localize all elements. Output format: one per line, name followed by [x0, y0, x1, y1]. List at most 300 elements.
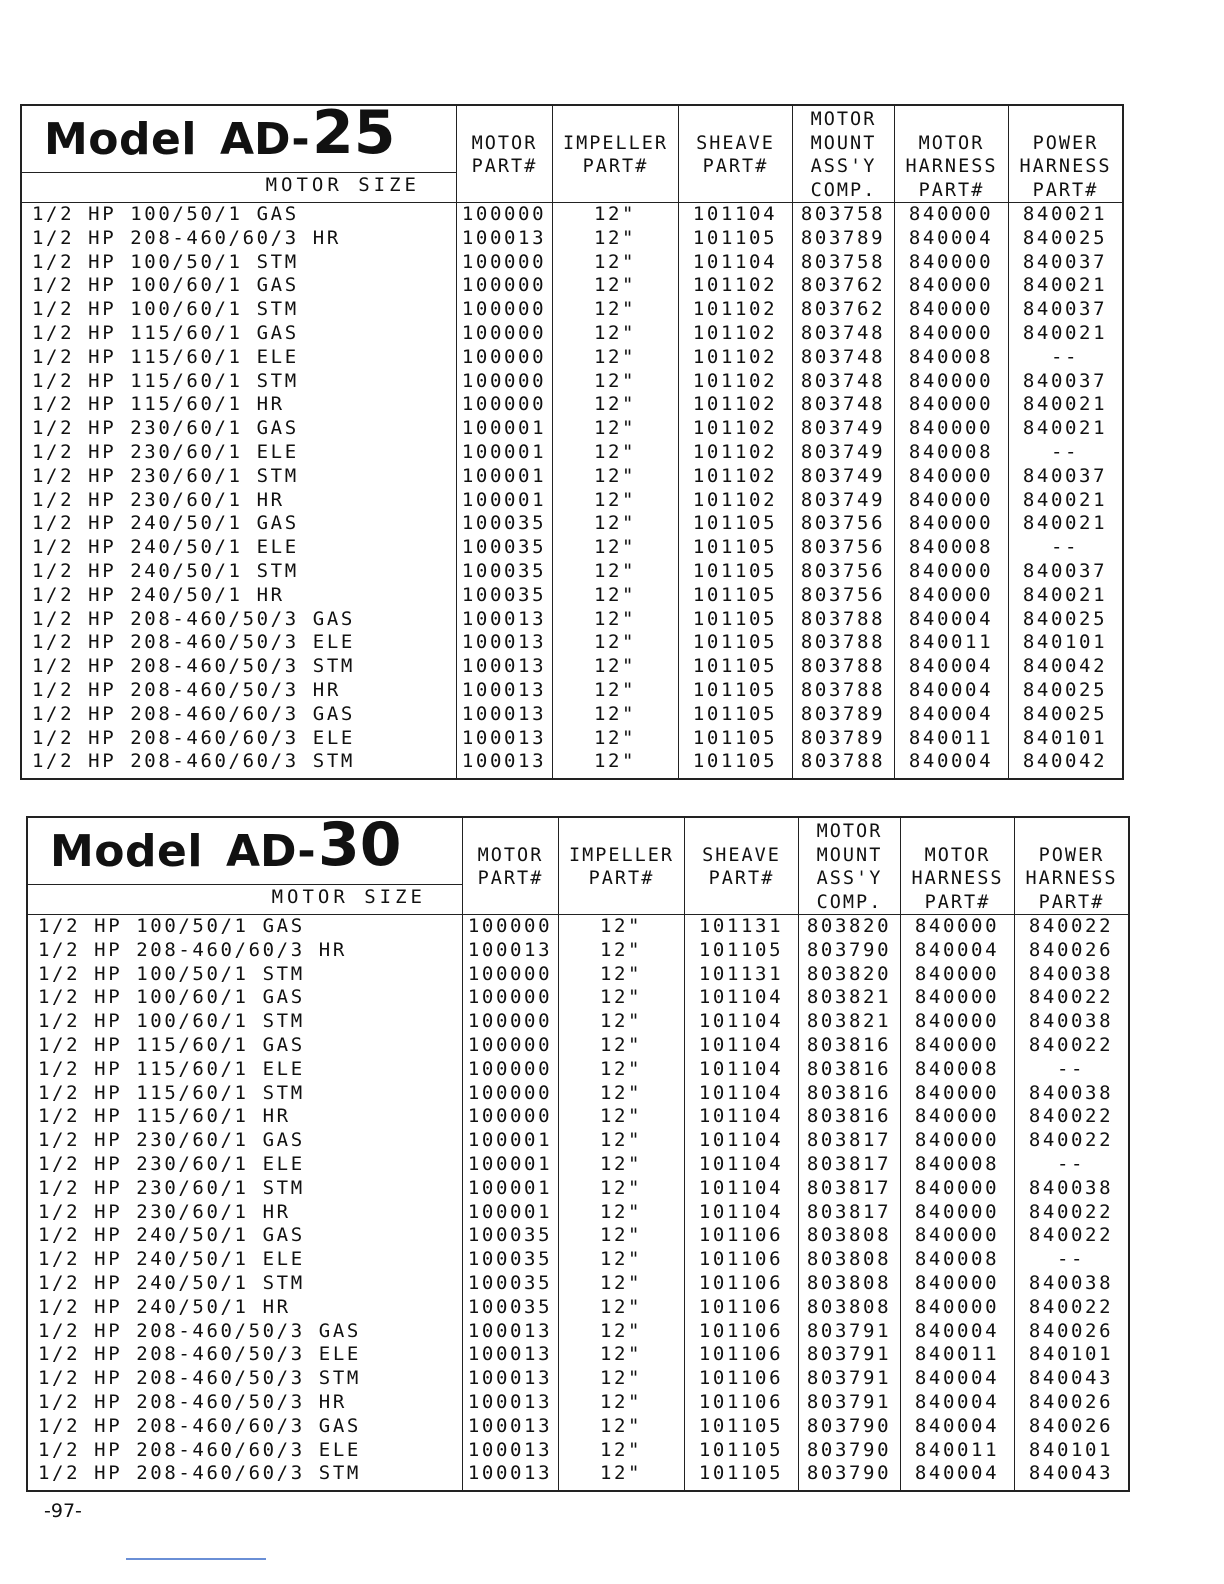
- motor-size-cell: 1/2 HP 208-460/50/3 HR: [38, 1391, 347, 1413]
- motor-mount-cell: 803788: [800, 631, 886, 654]
- model-title: [22, 98, 456, 173]
- power-harness-cell: 840038: [1028, 1272, 1114, 1294]
- motor-mount-cell: 803816: [806, 1034, 892, 1056]
- power-harness-cell: 840037: [1022, 369, 1108, 392]
- motor-size-cell: 1/2 HP 230/60/1 GAS: [38, 1129, 305, 1152]
- impeller-part-cell: 12": [599, 986, 643, 1009]
- motor-size-cell: 1/2 HP 208-460/60/3 HR: [38, 938, 347, 961]
- power-harness-cell: 840101: [1022, 726, 1108, 749]
- motor-size-cell: 1/2 HP 100/50/1 GAS: [32, 203, 299, 225]
- sheave-part-cell: 101105: [698, 1462, 784, 1485]
- table-row: [28, 1272, 1128, 1296]
- motor-harness-cell: 840004: [914, 1367, 1000, 1390]
- model-ad25-table: [20, 98, 1124, 780]
- impeller-part-cell: 12": [593, 226, 637, 249]
- motor-size-cell: 1/2 HP 230/60/1 HR: [38, 1200, 291, 1223]
- impeller-part-cell: 12": [593, 488, 637, 511]
- motor-size-cell: 1/2 HP 115/60/1 HR: [38, 1105, 291, 1128]
- motor-part-cell: 100001: [461, 441, 547, 463]
- motor-mount-header: MOTOR MOUNT ASS'Y COMP.: [792, 106, 894, 202]
- table-row: [28, 963, 1128, 987]
- sheave-part-cell: 101105: [692, 655, 778, 678]
- sheave-part-cell: 101104: [698, 1129, 784, 1152]
- motor-part-cell: 100013: [461, 607, 547, 630]
- motor-part-cell: 100013: [467, 938, 553, 961]
- sheave-part-cell: 101106: [698, 1224, 784, 1247]
- table-row: [22, 203, 1122, 227]
- power-harness-cell: 840022: [1028, 1295, 1114, 1318]
- sheave-part-cell: 101102: [692, 274, 778, 297]
- motor-mount-cell: 803756: [800, 536, 886, 559]
- motor-mount-cell: 803748: [800, 393, 886, 416]
- sheave-part-cell: 101105: [692, 679, 778, 701]
- impeller-part-cell: 12": [593, 560, 637, 582]
- motor-size-cell: 1/2 HP 240/50/1 HR: [32, 583, 285, 606]
- power-harness-cell: 840026: [1028, 938, 1114, 961]
- page-number: -97-: [44, 1500, 82, 1522]
- model-title: [28, 810, 462, 885]
- motor-mount-cell: 803762: [800, 298, 886, 321]
- power-harness-cell: 840037: [1022, 464, 1108, 487]
- motor-part-cell: 100013: [467, 1319, 553, 1342]
- motor-mount-cell: 803817: [806, 1153, 892, 1175]
- impeller-part-cell: 12": [599, 1010, 643, 1033]
- motor-size-cell: 1/2 HP 100/50/1 STM: [32, 250, 299, 273]
- motor-harness-cell: 840000: [914, 1176, 1000, 1199]
- motor-harness-cell: 840004: [914, 1462, 1000, 1485]
- impeller-part-cell: 12": [599, 1248, 643, 1271]
- impeller-part-cell: 12": [593, 655, 637, 678]
- motor-mount-header: MOTOR MOUNT ASS'Y COMP.: [798, 818, 900, 914]
- table-row: [28, 1367, 1128, 1391]
- impeller-part-header: IMPELLER PART#: [558, 818, 684, 914]
- motor-harness-cell: 840004: [908, 702, 994, 725]
- power-harness-cell: 840025: [1022, 607, 1108, 630]
- motor-harness-cell: 840011: [908, 631, 994, 654]
- impeller-part-cell: 12": [599, 1034, 643, 1056]
- motor-harness-cell: 840000: [914, 915, 1000, 937]
- motor-mount-cell: 803817: [806, 1129, 892, 1152]
- motor-size-cell: 1/2 HP 208-460/50/3 ELE: [38, 1343, 361, 1366]
- impeller-part-cell: 12": [599, 1129, 643, 1152]
- sheave-part-cell: 101104: [698, 1034, 784, 1056]
- impeller-part-cell: 12": [599, 962, 643, 985]
- sheave-part-cell: 101105: [692, 226, 778, 249]
- table-row: [22, 370, 1122, 394]
- motor-size-cell: 1/2 HP 240/50/1 STM: [38, 1272, 305, 1294]
- power-harness-cell: 840022: [1028, 1224, 1114, 1247]
- motor-size-cell: 1/2 HP 208-460/60/3 HR: [32, 226, 341, 249]
- motor-part-cell: 100035: [461, 512, 547, 535]
- table-row: [28, 939, 1128, 963]
- motor-size-cell: 1/2 HP 208-460/60/3 STM: [38, 1462, 361, 1485]
- motor-part-cell: 100035: [461, 536, 547, 559]
- motor-size-cell: 1/2 HP 100/60/1 GAS: [32, 274, 299, 297]
- power-harness-cell: --: [1050, 345, 1080, 368]
- power-harness-cell: 840026: [1028, 1319, 1114, 1342]
- motor-size-cell: 1/2 HP 100/60/1 STM: [38, 1010, 305, 1033]
- sheave-part-cell: 101105: [692, 702, 778, 725]
- motor-mount-cell: 803816: [806, 1081, 892, 1104]
- motor-size-cell: 1/2 HP 208-460/50/3 STM: [38, 1367, 361, 1390]
- sheave-part-cell: 101104: [698, 1105, 784, 1128]
- motor-harness-cell: 840000: [908, 393, 994, 416]
- motor-harness-cell: 840000: [914, 986, 1000, 1009]
- model-word: Model: [50, 826, 203, 877]
- motor-part-cell: 100035: [467, 1224, 553, 1247]
- motor-part-cell: 100013: [467, 1462, 553, 1485]
- table-row: [22, 536, 1122, 560]
- impeller-part-cell: 12": [593, 345, 637, 368]
- motor-harness-cell: 840000: [914, 1295, 1000, 1318]
- table-row: [22, 512, 1122, 536]
- motor-part-cell: 100000: [467, 1057, 553, 1080]
- table-row: [28, 1439, 1128, 1463]
- power-harness-cell: 840022: [1028, 1034, 1114, 1056]
- power-harness-cell: 840042: [1022, 655, 1108, 678]
- motor-part-cell: 100035: [461, 583, 547, 606]
- table-row: [28, 1391, 1128, 1415]
- motor-part-cell: 100001: [461, 417, 547, 440]
- motor-harness-cell: 840000: [914, 1105, 1000, 1128]
- motor-mount-cell: 803749: [800, 441, 886, 463]
- power-harness-cell: 840025: [1022, 226, 1108, 249]
- sheave-part-cell: 101102: [692, 393, 778, 416]
- motor-mount-cell: 803816: [806, 1057, 892, 1080]
- table-row: [28, 1153, 1128, 1177]
- sheave-part-cell: 101102: [692, 345, 778, 368]
- impeller-part-cell: 12": [593, 607, 637, 630]
- motor-size-cell: 1/2 HP 230/60/1 HR: [32, 488, 285, 511]
- table-row: [22, 227, 1122, 251]
- sheave-part-cell: 101102: [692, 488, 778, 511]
- motor-mount-cell: 803789: [800, 726, 886, 749]
- impeller-part-cell: 12": [599, 938, 643, 961]
- sheave-part-cell: 101106: [698, 1272, 784, 1294]
- motor-size-cell: 1/2 HP 100/60/1 GAS: [38, 986, 305, 1009]
- motor-mount-cell: 803808: [806, 1272, 892, 1294]
- motor-mount-cell: 803790: [806, 1414, 892, 1437]
- motor-part-cell: 100035: [461, 560, 547, 582]
- sheave-part-cell: 101105: [692, 631, 778, 654]
- motor-harness-cell: 840004: [908, 679, 994, 701]
- motor-mount-cell: 803791: [806, 1391, 892, 1413]
- power-harness-cell: 840038: [1028, 1176, 1114, 1199]
- table-row: [22, 346, 1122, 370]
- motor-size-cell: 1/2 HP 240/50/1 HR: [38, 1295, 291, 1318]
- impeller-part-cell: 12": [593, 512, 637, 535]
- table-row: [28, 1201, 1128, 1225]
- motor-mount-cell: 803820: [806, 915, 892, 937]
- sheave-part-cell: 101105: [692, 607, 778, 630]
- sheave-part-cell: 101102: [692, 369, 778, 392]
- impeller-part-cell: 12": [599, 1391, 643, 1413]
- sheave-part-cell: 101105: [698, 1438, 784, 1461]
- power-harness-cell: 840038: [1028, 1010, 1114, 1033]
- motor-part-cell: 100000: [461, 393, 547, 416]
- motor-part-cell: 100000: [461, 250, 547, 273]
- impeller-part-cell: 12": [599, 1081, 643, 1104]
- motor-size-cell: 1/2 HP 115/60/1 GAS: [38, 1034, 305, 1056]
- sheave-part-cell: 101131: [698, 962, 784, 985]
- power-harness-cell: 840022: [1028, 1129, 1114, 1152]
- model-number: 25: [312, 98, 396, 168]
- impeller-part-cell: 12": [599, 1272, 643, 1294]
- power-harness-header: POWER HARNESS PART#: [1008, 106, 1122, 202]
- motor-harness-cell: 840000: [914, 1081, 1000, 1104]
- table-row: [28, 1248, 1128, 1272]
- impeller-part-cell: 12": [599, 1319, 643, 1342]
- power-harness-cell: 840025: [1022, 679, 1108, 701]
- model-number: 30: [318, 810, 402, 880]
- motor-mount-cell: 803762: [800, 274, 886, 297]
- table-row: [28, 986, 1128, 1010]
- power-harness-cell: 840021: [1022, 417, 1108, 440]
- power-harness-cell: 840101: [1028, 1438, 1114, 1461]
- impeller-part-cell: 12": [599, 1438, 643, 1461]
- motor-mount-cell: 803808: [806, 1248, 892, 1271]
- impeller-part-cell: 12": [593, 750, 637, 773]
- motor-size-cell: 1/2 HP 208-460/60/3 GAS: [38, 1414, 361, 1437]
- motor-part-cell: 100013: [461, 702, 547, 725]
- motor-harness-cell: 840000: [914, 1034, 1000, 1056]
- power-harness-cell: 840022: [1028, 915, 1114, 937]
- power-harness-cell: 840021: [1022, 203, 1108, 225]
- motor-part-cell: 100013: [467, 1414, 553, 1437]
- motor-size-cell: 1/2 HP 208-460/60/3 ELE: [32, 726, 355, 749]
- impeller-part-cell: 12": [599, 1414, 643, 1437]
- power-harness-cell: 840021: [1022, 583, 1108, 606]
- power-harness-cell: 840101: [1022, 631, 1108, 654]
- motor-harness-cell: 840000: [908, 417, 994, 440]
- table-row: [22, 560, 1122, 584]
- motor-part-cell: 100000: [467, 1081, 553, 1104]
- sheave-part-cell: 101105: [692, 512, 778, 535]
- power-harness-cell: 840037: [1022, 298, 1108, 321]
- table-row: [28, 1296, 1128, 1320]
- motor-size-cell: 1/2 HP 100/50/1 GAS: [38, 915, 305, 937]
- table-row: [28, 1105, 1128, 1129]
- motor-harness-cell: 840000: [908, 488, 994, 511]
- motor-mount-cell: 803748: [800, 369, 886, 392]
- motor-size-cell: 1/2 HP 230/60/1 GAS: [32, 417, 299, 440]
- motor-harness-cell: 840000: [908, 203, 994, 225]
- motor-harness-cell: 840000: [908, 298, 994, 321]
- sheave-part-cell: 101104: [698, 1153, 784, 1175]
- table-row: [28, 1082, 1128, 1106]
- table-header: [22, 98, 1122, 203]
- power-harness-cell: --: [1056, 1153, 1086, 1175]
- motor-part-cell: 100000: [461, 345, 547, 368]
- table-row: [22, 322, 1122, 346]
- sheave-part-cell: 101105: [698, 1414, 784, 1437]
- motor-harness-cell: 840000: [914, 962, 1000, 985]
- table-row: [28, 915, 1128, 939]
- motor-harness-cell: 840000: [908, 583, 994, 606]
- table-header: [28, 810, 1128, 915]
- sheave-part-cell: 101102: [692, 417, 778, 440]
- motor-size-cell: 1/2 HP 115/60/1 STM: [38, 1081, 305, 1104]
- motor-part-cell: 100000: [467, 1105, 553, 1128]
- motor-part-cell: 100000: [461, 322, 547, 344]
- motor-harness-header: MOTOR HARNESS PART#: [900, 818, 1014, 914]
- motor-mount-cell: 803756: [800, 512, 886, 535]
- sheave-part-header: SHEAVE PART#: [678, 106, 792, 202]
- sheave-part-cell: 101106: [698, 1319, 784, 1342]
- motor-size-cell: 1/2 HP 208-460/50/3 HR: [32, 679, 341, 701]
- motor-part-cell: 100013: [467, 1391, 553, 1413]
- model-prefix: AD-: [226, 826, 316, 877]
- motor-part-cell: 100013: [467, 1367, 553, 1390]
- power-harness-cell: 840026: [1028, 1414, 1114, 1437]
- table-row: [22, 608, 1122, 632]
- motor-harness-cell: 840004: [908, 655, 994, 678]
- motor-part-cell: 100000: [467, 962, 553, 985]
- motor-part-cell: 100000: [461, 274, 547, 297]
- motor-part-cell: 100001: [461, 488, 547, 511]
- motor-mount-cell: 803791: [806, 1367, 892, 1390]
- table-row: [22, 655, 1122, 679]
- impeller-part-cell: 12": [599, 915, 643, 937]
- motor-mount-cell: 803791: [806, 1319, 892, 1342]
- motor-mount-cell: 803816: [806, 1105, 892, 1128]
- table-row: [22, 703, 1122, 727]
- motor-mount-cell: 803749: [800, 464, 886, 487]
- motor-mount-cell: 803788: [800, 655, 886, 678]
- table-row: [22, 274, 1122, 298]
- table-row: [22, 393, 1122, 417]
- sheave-part-cell: 101104: [698, 1057, 784, 1080]
- motor-part-cell: 100013: [461, 226, 547, 249]
- motor-part-cell: 100035: [467, 1295, 553, 1318]
- motor-size-cell: 1/2 HP 230/60/1 ELE: [38, 1153, 305, 1175]
- impeller-part-cell: 12": [593, 702, 637, 725]
- table-row: [28, 1343, 1128, 1367]
- table-row: [28, 1224, 1128, 1248]
- motor-harness-cell: 840004: [914, 1414, 1000, 1437]
- motor-part-cell: 100001: [467, 1200, 553, 1223]
- motor-harness-cell: 840000: [914, 1010, 1000, 1033]
- motor-mount-cell: 803749: [800, 417, 886, 440]
- table-row: [28, 1034, 1128, 1058]
- motor-part-cell: 100013: [461, 726, 547, 749]
- motor-harness-cell: 840000: [908, 560, 994, 582]
- motor-size-cell: 1/2 HP 208-460/60/3 ELE: [38, 1438, 361, 1461]
- sheave-part-cell: 101104: [698, 1081, 784, 1104]
- table-row: [28, 1058, 1128, 1082]
- motor-part-cell: 100013: [461, 631, 547, 654]
- motor-harness-cell: 840008: [908, 345, 994, 368]
- impeller-part-cell: 12": [599, 1153, 643, 1175]
- sheave-part-cell: 101131: [698, 915, 784, 937]
- table-row: [22, 584, 1122, 608]
- power-harness-cell: 840037: [1022, 250, 1108, 273]
- motor-harness-cell: 840008: [908, 536, 994, 559]
- power-harness-cell: 840042: [1022, 750, 1108, 773]
- motor-mount-cell: 803791: [806, 1343, 892, 1366]
- impeller-part-cell: 12": [599, 1295, 643, 1318]
- power-harness-cell: --: [1056, 1057, 1086, 1080]
- decorative-rule: [126, 1558, 266, 1560]
- table-body: [28, 914, 1128, 1490]
- motor-mount-cell: 803817: [806, 1176, 892, 1199]
- motor-harness-cell: 840000: [908, 322, 994, 344]
- motor-harness-cell: 840000: [908, 250, 994, 273]
- sheave-part-cell: 101104: [692, 203, 778, 225]
- sheave-part-cell: 101105: [692, 726, 778, 749]
- motor-part-cell: 100000: [467, 1010, 553, 1033]
- motor-size-cell: 1/2 HP 240/50/1 ELE: [38, 1248, 305, 1271]
- motor-mount-cell: 803756: [800, 560, 886, 582]
- motor-size-cell: 1/2 HP 208-460/50/3 GAS: [32, 607, 355, 630]
- impeller-part-cell: 12": [593, 322, 637, 344]
- table-row: [28, 1129, 1128, 1153]
- motor-mount-cell: 803788: [800, 750, 886, 773]
- motor-mount-cell: 803808: [806, 1295, 892, 1318]
- table-row: [22, 298, 1122, 322]
- table-row: [22, 727, 1122, 751]
- motor-harness-cell: 840008: [914, 1153, 1000, 1175]
- impeller-part-cell: 12": [599, 1224, 643, 1247]
- power-harness-header: POWER HARNESS PART#: [1014, 818, 1128, 914]
- table-row: [22, 417, 1122, 441]
- motor-size-cell: 1/2 HP 115/60/1 GAS: [32, 322, 299, 344]
- motor-mount-cell: 803749: [800, 488, 886, 511]
- table-row: [28, 1415, 1128, 1439]
- impeller-part-cell: 12": [593, 274, 637, 297]
- motor-size-cell: 1/2 HP 240/50/1 ELE: [32, 536, 299, 559]
- motor-size-cell: 1/2 HP 115/60/1 ELE: [32, 345, 299, 368]
- motor-harness-cell: 840008: [914, 1248, 1000, 1271]
- motor-harness-cell: 840004: [908, 607, 994, 630]
- motor-part-cell: 100001: [467, 1153, 553, 1175]
- motor-size-cell: 1/2 HP 240/50/1 GAS: [38, 1224, 305, 1247]
- motor-harness-cell: 840000: [914, 1129, 1000, 1152]
- motor-mount-cell: 803820: [806, 962, 892, 985]
- motor-mount-cell: 803821: [806, 986, 892, 1009]
- table-row: [28, 1462, 1128, 1486]
- motor-mount-cell: 803758: [800, 203, 886, 225]
- motor-harness-cell: 840011: [914, 1438, 1000, 1461]
- sheave-part-cell: 101105: [698, 938, 784, 961]
- motor-harness-cell: 840000: [908, 369, 994, 392]
- motor-mount-cell: 803790: [806, 1462, 892, 1485]
- impeller-part-cell: 12": [599, 1343, 643, 1366]
- power-harness-cell: --: [1050, 536, 1080, 559]
- sheave-part-cell: 101105: [692, 583, 778, 606]
- motor-size-cell: 1/2 HP 115/60/1 HR: [32, 393, 285, 416]
- sheave-part-cell: 101104: [698, 1176, 784, 1199]
- sheave-part-header: SHEAVE PART#: [684, 818, 798, 914]
- motor-size-cell: 1/2 HP 240/50/1 GAS: [32, 512, 299, 535]
- motor-harness-cell: 840004: [908, 750, 994, 773]
- table-row: [22, 679, 1122, 703]
- motor-part-cell: 100001: [461, 464, 547, 487]
- table-row: [22, 631, 1122, 655]
- impeller-part-cell: 12": [593, 631, 637, 654]
- motor-size-cell: 1/2 HP 230/60/1 STM: [32, 464, 299, 487]
- motor-mount-cell: 803821: [806, 1010, 892, 1033]
- motor-size-cell: 1/2 HP 115/60/1 ELE: [38, 1057, 305, 1080]
- motor-mount-cell: 803758: [800, 250, 886, 273]
- table-row: [28, 1320, 1128, 1344]
- power-harness-cell: 840026: [1028, 1391, 1114, 1413]
- power-harness-cell: 840021: [1022, 488, 1108, 511]
- sheave-part-cell: 101106: [698, 1343, 784, 1366]
- motor-size-cell: 1/2 HP 208-460/50/3 STM: [32, 655, 355, 678]
- motor-harness-cell: 840000: [908, 512, 994, 535]
- table-row: [28, 1010, 1128, 1034]
